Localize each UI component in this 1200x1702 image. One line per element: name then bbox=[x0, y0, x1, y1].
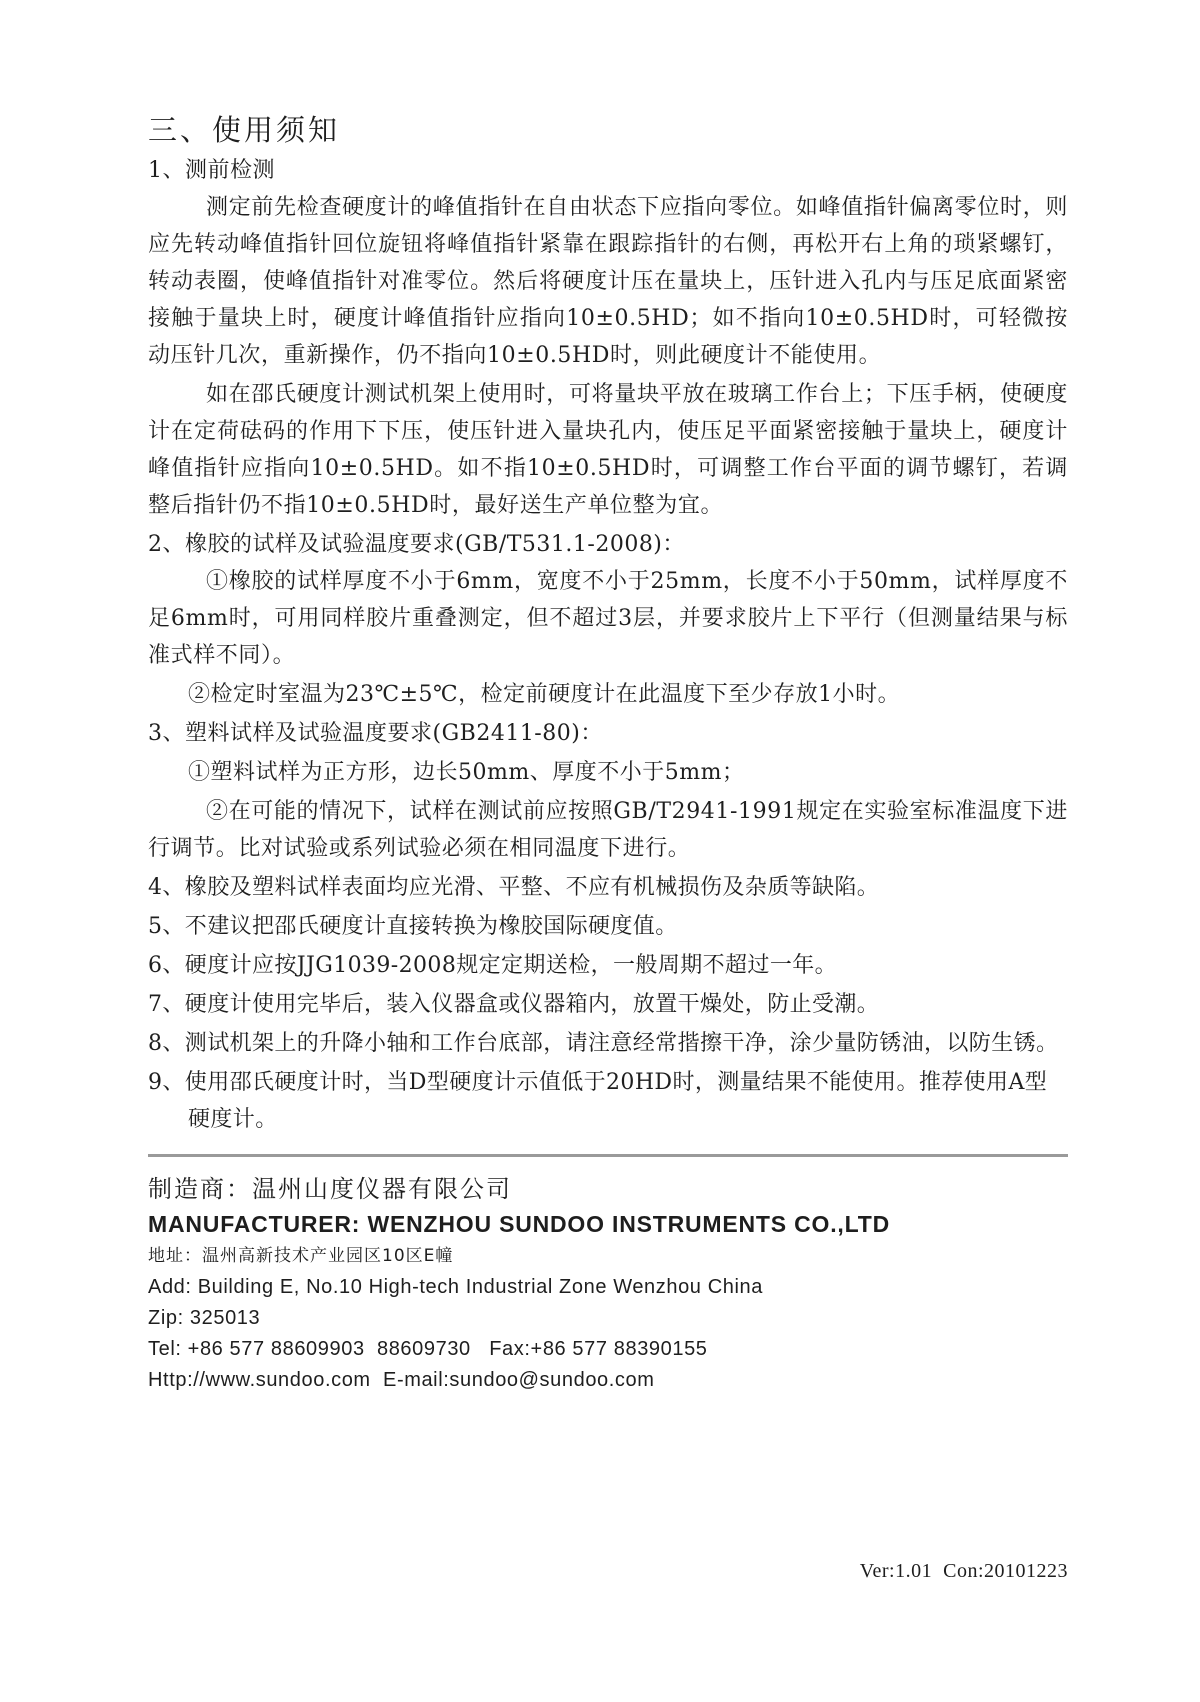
telephone-fax: Tel: +86 577 88609903 88609730 Fax:+86 577 88390155 bbox=[148, 1338, 708, 1360]
item2-sub-2: ②检定时室温为23℃±5℃，检定前硬度计在此温度下至少存放1小时。 bbox=[188, 682, 901, 707]
item3-sub-2: ②在可能的情况下，试样在测试前应按照GB/T2941-1991规定在实验室标准温度下进行调节。比对试验或系列试验必须在相同温度下进行。 bbox=[148, 799, 1068, 861]
item3-heading: 3、塑料试样及试验温度要求(GB2411-80)： bbox=[148, 721, 603, 746]
document-page bbox=[148, 108, 1068, 1396]
manufacturer-name-en: MANUFACTURER: WENZHOU SUNDOO INSTRUMENTS CO.,LTD bbox=[148, 1211, 890, 1237]
zip-code: Zip: 325013 bbox=[148, 1307, 261, 1329]
manufacturer-name-cn: 制造商：温州山度仪器有限公司 bbox=[148, 1175, 512, 1203]
item2-sub-1: ①橡胶的试样厚度不小于6mm，宽度不小于25mm，长度不小于50mm，试样厚度不足6mm时，可用同样胶片重叠测定，但不超过3层，并要求胶片上下平行（但测量结果与标准式样不同）。 bbox=[148, 569, 1068, 668]
list-item-4: 4、橡胶及塑料试样表面均应光滑、平整、不应有机械损伤及杂质等缺陷。 bbox=[148, 875, 880, 900]
list-item-6: 6、硬度计应按JJG1039-2008规定定期送检，一般周期不超过一年。 bbox=[148, 953, 838, 978]
list-item-8: 8、测试机架上的升降小轴和工作台底部，请注意经常揩擦干净，涂少量防锈油，以防生锈。 bbox=[148, 1031, 1059, 1056]
item1-paragraph-2: 如在邵氏硬度计测试机架上使用时，可将量块平放在玻璃工作台上；下压手柄，使硬度计在定荷砝码的作用下下压，使压针进入量块孔内，使压足平面紧密接触于量块上，硬度计峰值指针应指向10±0.5HD。如不指10±0.5HD时，可调整工作台平面的调节螺钉，若调整后指针仍不指10±0.5HD时，最好送生产单位整为宜。 bbox=[148, 382, 1068, 518]
address-cn: 地址：温州高新技术产业园区10区E幢 bbox=[148, 1246, 454, 1266]
list-item-5: 5、不建议把邵氏硬度计直接转换为橡胶国际硬度值。 bbox=[148, 914, 678, 939]
list-item-9: 9、使用邵氏硬度计时，当D型硬度计示值低于20HD时，测量结果不能使用。推荐使用A型硬度计。 bbox=[148, 1070, 1048, 1132]
section-title: 三、使用须知 bbox=[148, 113, 341, 147]
item1-heading: 1、测前检测 bbox=[148, 158, 275, 183]
website-email: Http://www.sundoo.com E-mail:sundoo@sundoo.com bbox=[148, 1369, 655, 1391]
item3-sub-1: ①塑料试样为正方形，边长50mm、厚度不小于5mm； bbox=[188, 760, 745, 785]
footer-divider bbox=[148, 1154, 1068, 1157]
item2-heading: 2、橡胶的试样及试验温度要求(GB/T531.1-2008)： bbox=[148, 532, 685, 557]
item1-paragraph-1: 测定前先检查硬度计的峰值指针在自由状态下应指向零位。如峰值指针偏离零位时，则应先转动峰值指针回位旋钮将峰值指针紧靠在跟踪指针的右侧，再松开右上角的琐紧螺钉，转动表圈，使峰值指针对准零位。然后将硬度计压在量块上，压针进入孔内与压足底面紧密接触于量块上时，硬度计峰值指针应指向10±0.5HD；如不指向10±0.5HD时，可轻微按动压针几次，重新操作，仍不指向10±0.5HD时，则此硬度计不能使用。 bbox=[148, 195, 1068, 368]
list-item-7: 7、硬度计使用完毕后，装入仪器盒或仪器箱内，放置干燥处，防止受潮。 bbox=[148, 992, 880, 1017]
address-en: Add: Building E, No.10 High-tech Industrial Zone Wenzhou China bbox=[148, 1276, 763, 1298]
version-label: Ver:1.01 Con:20101223 bbox=[859, 1560, 1068, 1582]
